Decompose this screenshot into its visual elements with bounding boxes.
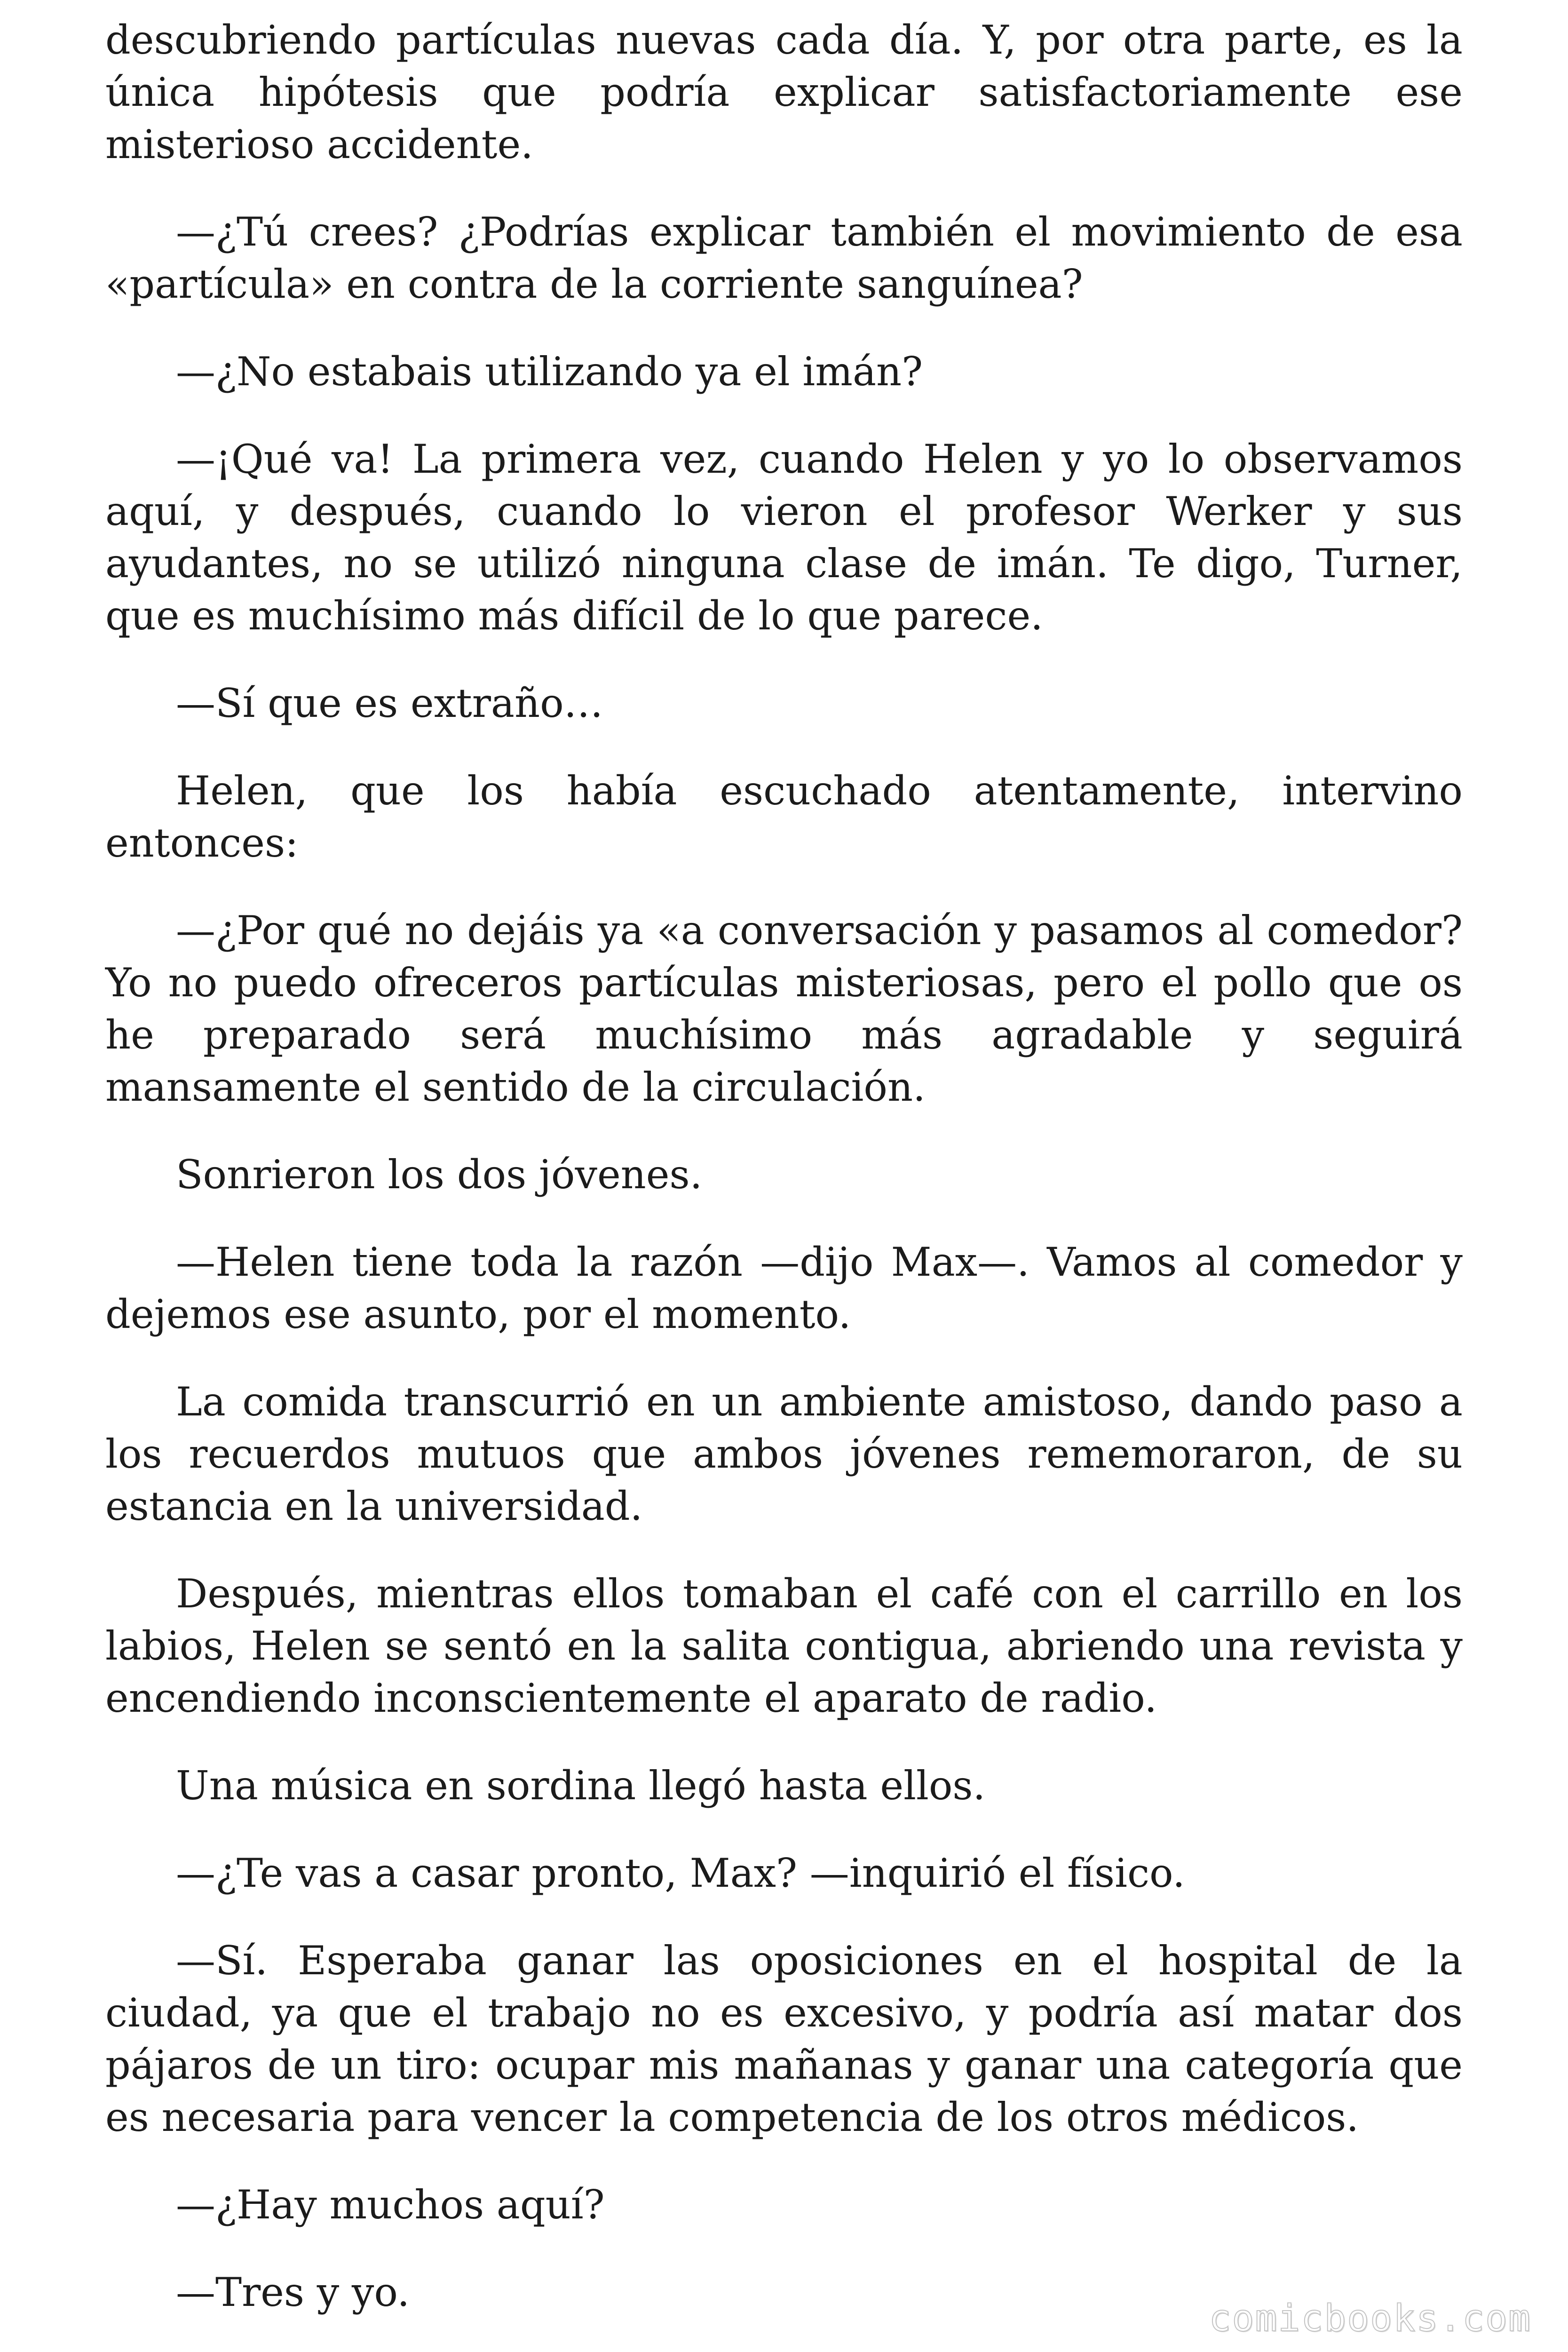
paragraph-dialogue-iman-question: —¿No estabais utilizando ya el imán? [176, 349, 923, 395]
paragraph-continued-from-previous-page: descubriendo partículas nuevas cada día. Y, por otra parte, es la única hipótesis que podría explicar satisfactoriamente ese misterioso accidente. [105, 17, 1463, 167]
paragraph-dialogue-max-vamos: —Helen tiene toda la razón —dijo Max—. Vamos al comedor y dejemos ese asunto, por el momento. [105, 1239, 1463, 1337]
paragraph-dialogue-oposiciones: —Sí. Esperaba ganar las oposiciones en el hospital de la ciudad, ya que el trabajo no es excesivo, y podría así matar dos pájaros de un tiro: ocupar mis mañanas y ganar una categoría que es necesaria para vencer la competencia de los otros médicos. [105, 1938, 1463, 2140]
paragraph-dialogue-casar-pronto: —¿Te vas a casar pronto, Max? —inquirió el físico. [176, 1850, 1185, 1896]
paragraph-narration-musica: Una música en sordina llegó hasta ellos. [176, 1763, 986, 1809]
paragraph-narration-sonrieron: Sonrieron los dos jóvenes. [176, 1152, 703, 1198]
book-page-text [105, 14, 1463, 2352]
paragraph-narration-helen-intervenes: Helen, que los había escuchado atentamente, intervino entonces: [105, 768, 1463, 866]
paragraph-dialogue-turner-question: —¿Tú crees? ¿Podrías explicar también el movimiento de esa «partícula» en contra de la corriente sanguínea? [105, 209, 1463, 307]
paragraph-dialogue-max-explanation: —¡Qué va! La primera vez, cuando Helen y yo lo observamos aquí, y después, cuando lo vieron el profesor Werker y sus ayudantes, no se utilizó ninguna clase de imán. Te digo, Turner, que es muchísimo más difícil de lo que parece. [105, 436, 1463, 639]
paragraph-narration-comida: La comida transcurrió en un ambiente amistoso, dando paso a los recuerdos mutuos que ambos jóvenes rememoraron, de su estancia en la universidad. [105, 1379, 1463, 1529]
paragraph-narration-despues: Después, mientras ellos tomaban el café con el carrillo en los labios, Helen se sentó en la salita contigua, abriendo una revista y encendiendo inconscientemente el aparato de radio. [105, 1571, 1463, 1721]
paragraph-dialogue-helen-comedor: —¿Por qué no dejáis ya «a conversación y pasamos al comedor? Yo no puedo ofreceros partículas misteriosas, pero el pollo que os he preparado será muchísimo más agradable y seguirá mansamente el sentido de la circulación. [105, 907, 1463, 1110]
paragraph-dialogue-hay-muchos: —¿Hay muchos aquí? [176, 2182, 605, 2228]
watermark-logo: comicbooks.com [1209, 2297, 1531, 2340]
paragraph-dialogue-tres-y-yo: —Tres y yo. [176, 2269, 410, 2315]
paragraph-dialogue-extrano: —Sí que es extraño… [176, 680, 603, 726]
